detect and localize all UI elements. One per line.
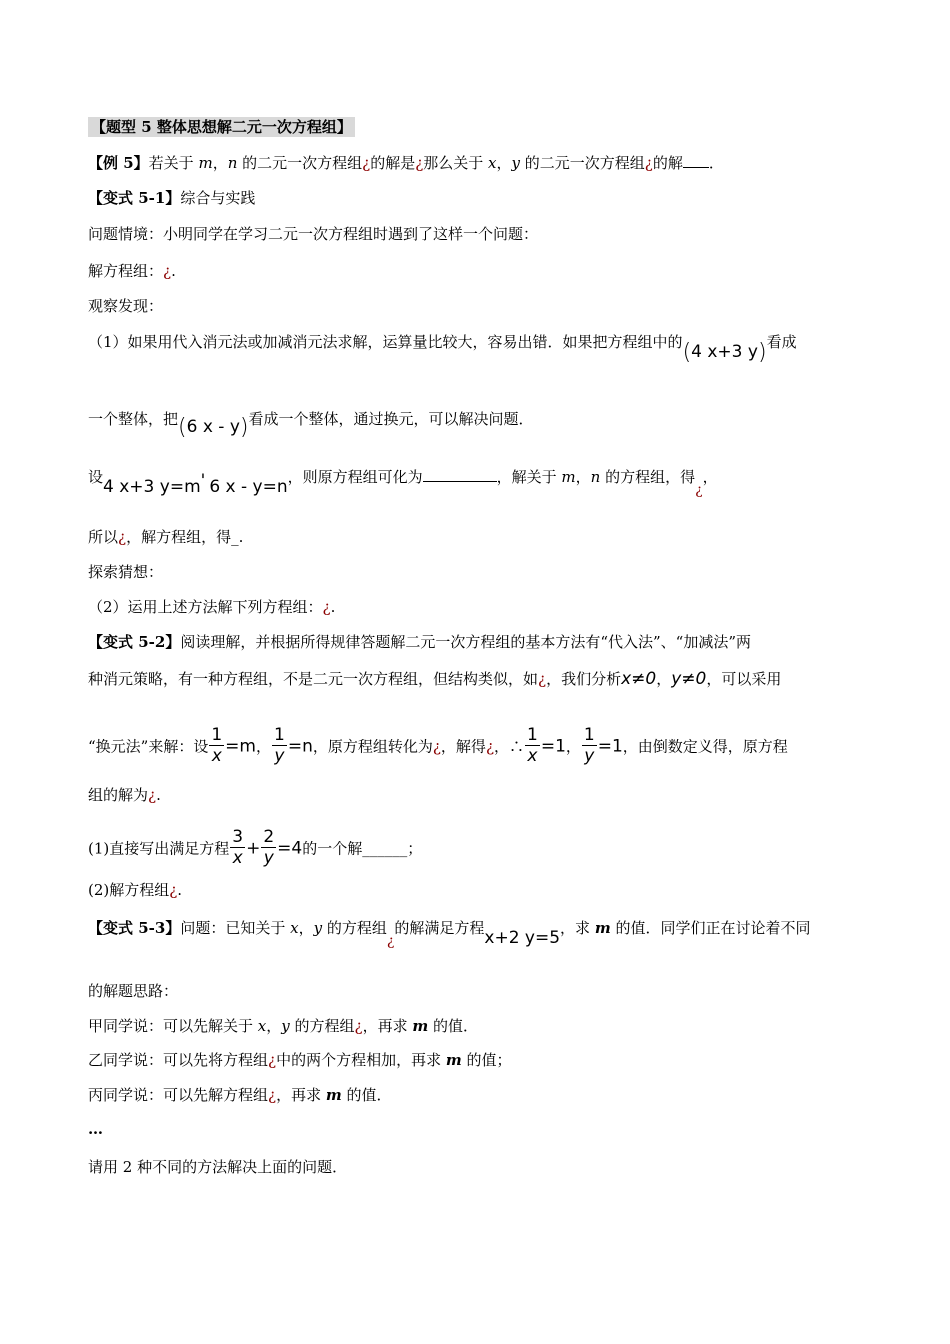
var-m: m (412, 1017, 429, 1035)
numerator: 1 (527, 725, 538, 745)
variant-5-3-text: 的解题思路： (88, 982, 179, 1000)
var-n: n (227, 154, 238, 172)
equals-n: =n (287, 736, 313, 757)
missing-equation-glyph: ¿ (695, 482, 703, 498)
solve-label: 解方程组： (88, 262, 164, 280)
denominator: x (527, 746, 538, 766)
student-jia-text: 的值． (428, 1017, 479, 1035)
equals-1: =1 (540, 736, 566, 757)
answer-blank (423, 467, 497, 482)
punctuation: ， (702, 468, 718, 486)
punctuation: . (177, 881, 183, 899)
variant-5-3-tag: 【变式 5-3】 (88, 919, 181, 937)
final-instruction (88, 1157, 860, 1179)
equals-1: =1 (597, 736, 623, 757)
denominator: x (232, 848, 243, 868)
variant-5-3-line-1 (88, 918, 860, 949)
condition-x-nonzero: x≠0 (621, 669, 657, 689)
student-yi (88, 1050, 860, 1072)
equals-4: =4 (277, 838, 303, 859)
expression-4x-3y: (4 x+3 y) (682, 340, 767, 365)
part-2-line (88, 597, 860, 619)
prime-mark: ' (200, 471, 206, 491)
example-5-text: 的解 (652, 154, 683, 172)
missing-equation-glyph: ¿ (485, 737, 494, 756)
part-1-text: 看成 (766, 333, 797, 351)
missing-equation-glyph: ¿ (268, 1086, 277, 1104)
missing-equation-glyph: ¿ (322, 598, 331, 616)
student-jia-text: 甲同学说：可以先解关于 (88, 1017, 258, 1035)
set-label: 设 (88, 468, 104, 486)
question-2-text: (2)解方程组 (88, 881, 170, 899)
equation-6x-y-n: 6 x - y=n (209, 477, 288, 497)
missing-equation-glyph: ¿ (432, 737, 441, 756)
numerator: 1 (274, 725, 285, 745)
answer-blank: _ (231, 528, 239, 546)
missing-equation-glyph: ¿ (362, 154, 371, 172)
variant-5-2-line-1 (88, 632, 860, 654)
substitution-text: ，解关于 (496, 468, 562, 486)
variant-5-2-text: ，由倒数定义得，原方程 (622, 737, 788, 756)
missing-equation-glyph: ¿ (644, 154, 653, 172)
expression-text: 6 x - y (186, 417, 240, 437)
variant-5-3-text: 问题：已知关于 (180, 919, 291, 937)
question-1-text: (1)直接写出满足方程 (88, 839, 230, 858)
var-y: y (281, 1017, 290, 1035)
section-heading-row (88, 117, 860, 139)
variant-5-3-text: 的解满足方程 (394, 919, 485, 937)
missing-equation-glyph: ¿ (163, 262, 172, 280)
variant-5-2-text: ，可以采用 (706, 670, 782, 688)
observe-text: 观察发现： (88, 297, 164, 315)
answer-blank (683, 153, 709, 168)
variant-5-2-tag: 【变式 5-2】 (88, 633, 181, 651)
ellipsis: … (88, 1120, 103, 1138)
separator: ， (255, 737, 271, 756)
example-5 (88, 153, 860, 175)
student-bing-text: 的值． (341, 1086, 392, 1104)
var-m: m (445, 1051, 462, 1069)
part-1-line-2 (88, 408, 860, 440)
variant-5-2-question-1 (88, 829, 860, 869)
missing-equation-glyph: ¿ (538, 670, 547, 688)
equation-4x-3y-m: 4 x+3 y=m (103, 477, 201, 497)
var-n: n (590, 468, 601, 486)
punctuation: . (171, 262, 176, 280)
separator: ， (266, 1017, 282, 1035)
punctuation: . (156, 786, 161, 804)
question-1-text: 的一个解 (302, 839, 363, 858)
punctuation: ； (407, 839, 423, 858)
var-y: y (313, 919, 323, 937)
equals-m: =m (225, 736, 256, 757)
missing-equation-glyph: ¿ (354, 1017, 363, 1035)
punctuation: . (330, 598, 336, 616)
example-5-text: 的解是 (370, 154, 416, 172)
variant-5-3-text: 的方程组 (322, 919, 387, 937)
student-yi-text: 中的两个方程相加，再求 (276, 1051, 446, 1069)
separator: ， (575, 468, 591, 486)
variant-5-1-tag: 【变式 5-1】 (88, 189, 181, 207)
example-5-text: 若关于 (148, 154, 199, 172)
missing-equation-glyph: ¿ (169, 881, 178, 899)
variant-5-2-text: ，解得 (440, 737, 486, 756)
student-bing (88, 1085, 860, 1107)
variant-5-2-text: ，原方程组转化为 (312, 737, 433, 756)
explore-heading (88, 562, 860, 584)
student-jia-text: ，再求 (362, 1017, 413, 1035)
separator: ， (212, 154, 228, 172)
var-y: y (511, 154, 521, 172)
var-m: m (594, 919, 611, 937)
substitution-text: ，则原方程组可化为 (287, 468, 423, 486)
numerator: 1 (211, 725, 223, 745)
section-heading: 【题型 5 整体思想解二元一次方程组】 (88, 117, 355, 137)
fraction-1-over-x (209, 725, 224, 766)
student-jia-text: 的方程组 (289, 1017, 355, 1035)
punctuation: ． (708, 154, 724, 172)
numerator: 2 (263, 827, 275, 847)
therefore-sign: ，∴ (493, 737, 524, 756)
missing-equation-glyph: ¿ (415, 154, 424, 172)
part-1-line-1 (88, 331, 860, 365)
variant-5-2-line-3 (88, 727, 860, 767)
missing-equation-glyph: ¿ (268, 1051, 277, 1069)
denominator: x (211, 746, 222, 766)
so-line (88, 527, 860, 549)
separator: ， (496, 154, 512, 172)
so-text: 所以 (88, 528, 119, 546)
variant-5-2-line-4 (88, 785, 860, 807)
var-m: m (561, 468, 576, 486)
ellipsis-line (88, 1119, 860, 1141)
variant-5-2-text: 组的解为 (88, 786, 149, 804)
student-jia (88, 1016, 860, 1038)
substitution-line (88, 467, 860, 498)
punctuation: . (238, 528, 244, 546)
separator: ， (298, 919, 314, 937)
fraction-1-over-y (272, 725, 287, 766)
student-bing-text: ，再求 (276, 1086, 326, 1104)
explore-text: 探索猜想： (88, 563, 164, 581)
plus-sign: + (246, 838, 261, 859)
missing-equation-glyph: ¿ (148, 786, 157, 804)
variant-5-2-line-2 (88, 669, 860, 691)
expression-text: 4 x+3 y (691, 342, 758, 362)
fraction-1-over-y (582, 725, 597, 766)
answer-blank: ______ (362, 839, 408, 858)
part-1-text: （1）如果用代入消元法或加减消元法求解，运算量比较大，容易出错．如果把方程组中的 (88, 333, 683, 351)
substitution-text: 的方程组，得 (600, 468, 696, 486)
example-5-tag: 【例 5】 (88, 154, 149, 172)
variant-5-3-text: 的值．同学们正在讨论着不同 (610, 919, 811, 937)
final-instruction-text: 请用 2 种不同的方法解决上面的问题． (88, 1158, 348, 1176)
expression-6x-y: (6 x - y) (178, 415, 249, 440)
variant-5-2-text: ，我们分析 (546, 670, 622, 688)
problem-situation-text: 问题情境：小明同学在学习二元一次方程组时遇到了这样一个问题： (88, 225, 539, 243)
var-x: x (290, 919, 299, 937)
student-bing-text: 丙同学说：可以先解方程组 (88, 1086, 269, 1104)
part-1-text: 一个整体，把 (88, 410, 179, 428)
variant-5-2-text: 阅读理解，并根据所得规律答题解二元一次方程组的基本方法有“代入法”、“加减法”两 (180, 633, 752, 651)
missing-equation-glyph: ¿ (118, 528, 127, 546)
separator: ， (565, 737, 581, 756)
example-5-text: 的二元一次方程组 (520, 154, 645, 172)
numerator: 1 (583, 725, 595, 745)
denominator: y (584, 746, 595, 766)
example-5-text: 那么关于 (423, 154, 489, 172)
part-2-text: （2）运用上述方法解下列方程组： (88, 598, 323, 616)
missing-equation-glyph: ¿ (386, 933, 395, 949)
condition-y-nonzero: y≠0 (671, 669, 707, 689)
variant-5-2-text: “换元法”来解：设 (88, 737, 209, 756)
numerator: 3 (232, 827, 244, 847)
denominator: y (263, 848, 274, 868)
var-m: m (198, 154, 213, 172)
so-text: ，解方程组，得 (126, 528, 232, 546)
equation-x-2y-5: x+2 y=5 (484, 928, 561, 948)
var-m: m (325, 1086, 342, 1104)
variant-5-3-line-2 (88, 981, 860, 1003)
fraction-3-over-x (230, 827, 245, 868)
variant-5-1-title (88, 188, 860, 210)
variant-5-1-title-text: 综合与实践 (180, 189, 256, 207)
fraction-2-over-y (261, 827, 276, 868)
var-x: x (488, 154, 497, 172)
var-x: x (257, 1017, 267, 1035)
variant-5-2-question-2 (88, 880, 860, 902)
separator: ， (656, 670, 672, 688)
problem-situation (88, 224, 860, 246)
observe-heading (88, 296, 860, 318)
variant-5-2-text: 种消元策略，有一种方程组，不是二元一次方程组，但结构类似，如 (88, 670, 539, 688)
example-5-text: 的二元一次方程组 (237, 154, 363, 172)
denominator: y (274, 746, 285, 766)
student-yi-text: 乙同学说：可以先将方程组 (88, 1051, 269, 1069)
variant-5-3-text: ，求 (560, 919, 595, 937)
solve-system-line (88, 261, 860, 283)
fraction-1-over-x (525, 725, 540, 766)
part-1-text: 看成一个整体，通过换元，可以解决问题． (248, 410, 534, 428)
student-yi-text: 的值； (461, 1051, 512, 1069)
